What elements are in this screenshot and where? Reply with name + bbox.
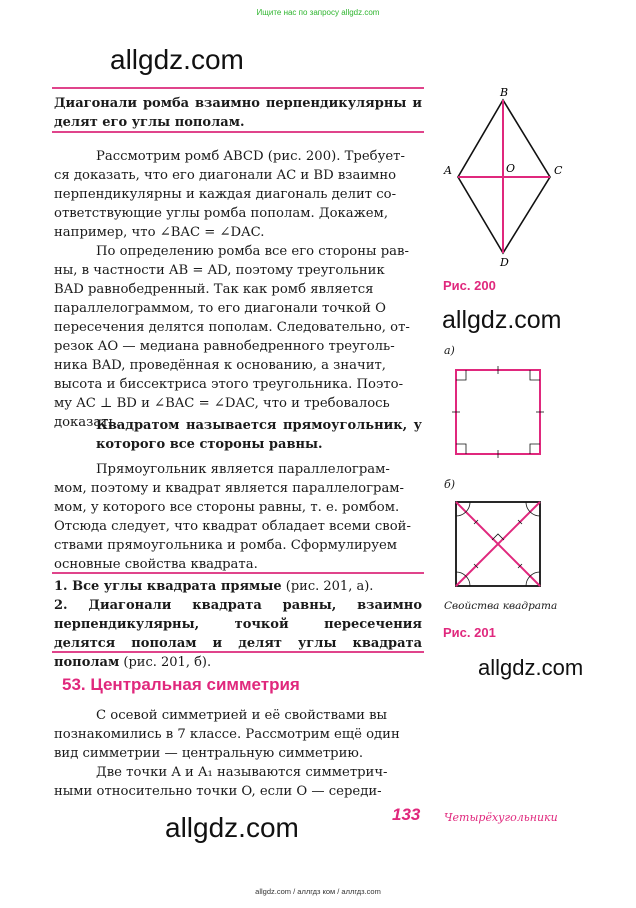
text-line: мом, поэтому и квадрат является параллелограм- xyxy=(54,481,405,496)
theorem-top-rule xyxy=(52,87,424,89)
text-line: BAD равнобедренный. Так как ромб является xyxy=(54,282,374,297)
square-a-outline xyxy=(456,370,540,454)
section-title: 53. Центральная симметрия xyxy=(62,675,300,694)
property-1: 1. Все углы квадрата прямые (рис. 201, а). xyxy=(54,579,374,594)
properties-bottom-rule xyxy=(52,651,424,653)
figure-square-a xyxy=(446,362,550,462)
text-line: вид симметрии — центральную симметрию. xyxy=(54,746,364,761)
label-d: D xyxy=(500,256,509,269)
text-line: Две точки A и A₁ называются симметрич- xyxy=(96,765,388,780)
square-properties xyxy=(54,577,422,672)
label-fig-201-a: а) xyxy=(444,344,455,357)
text-line: С осевой симметрией и её свойствами вы xyxy=(96,708,388,723)
text-line: пересечения делятся пополам. Следовательно, от- xyxy=(54,320,410,335)
text-line: параллелограммом, то его диагонали точкой O xyxy=(54,301,386,316)
watermark-bottom: allgdz.com xyxy=(165,812,299,843)
watermark-right-lower: allgdz.com xyxy=(478,655,584,680)
text-line: например, что ∠BAC = ∠DAC. xyxy=(54,225,265,240)
right-angle-mark xyxy=(456,370,466,380)
text-line: основные свойства квадрата. xyxy=(54,557,258,572)
theorem-rhombus-diagonals: Диагонали ромба взаимно перпендикулярны и делят его углы пополам. xyxy=(54,96,422,130)
proof-paragraph xyxy=(54,147,422,432)
text-line: перпендикулярны и каждая диагональ делит со- xyxy=(54,187,397,202)
properties-top-rule xyxy=(52,572,424,574)
text-line: По определению ромба все его стороны рав- xyxy=(96,244,409,259)
figure-square-b xyxy=(446,494,550,594)
text-line: ся доказать, что его диагонали AC и BD взаимно xyxy=(54,168,397,183)
text-line: высота и биссектриса этого треугольника. Поэто- xyxy=(54,377,404,392)
text-line: познакомились в 7 классе. Рассмотрим ещё один xyxy=(54,727,400,742)
definition-square: Квадратом называется прямоугольник, у которого все стороны равны. xyxy=(96,418,422,452)
watermark-top: allgdz.com xyxy=(110,44,244,75)
label-c: C xyxy=(554,164,563,177)
right-angle-mark xyxy=(530,444,540,454)
text-line: Рассмотрим ромб ABCD (рис. 200). Требует- xyxy=(96,149,405,164)
label-a: A xyxy=(444,164,452,177)
right-angle-mark xyxy=(530,370,540,380)
text-line: му AC ⊥ BD и ∠BAC = ∠DAC, что и требовалось xyxy=(54,396,390,411)
text-line: резок AO — медиана равнобедренного треуголь- xyxy=(54,339,395,354)
text-line: Прямоугольник является параллелограм- xyxy=(96,462,390,477)
label-o: O xyxy=(506,162,516,175)
page-number: 133 xyxy=(392,805,421,824)
running-head: Четырёхугольники xyxy=(444,811,558,824)
square-paragraph xyxy=(54,460,422,574)
watermark-right: allgdz.com xyxy=(442,306,562,334)
caption-fig-200: Рис. 200 xyxy=(443,278,496,293)
top-search-link[interactable]: Ищите нас по запросу allgdz.com xyxy=(256,8,380,17)
property-2: 2. Диагонали квадрата равны, взаимно перпендикулярны, точкой пересечения делятся пополам и делят углы квадрата пополам (рис. 201, б). xyxy=(54,598,422,670)
text-line: мом, у которого все стороны равны, т. е. ромбом. xyxy=(54,500,400,515)
text-line: ными относительно точки O, если O — середи- xyxy=(54,784,382,799)
text-line: доказать. xyxy=(54,415,120,430)
subcaption-fig-201: Свойства квадрата xyxy=(444,600,558,612)
text-line: ны, в частности AB = AD, поэтому треугольник xyxy=(54,263,385,278)
text-line: Отсюда следует, что квадрат обладает всеми свой- xyxy=(54,519,411,534)
label-b: B xyxy=(500,86,509,99)
text-line: ника BAD, проведённая к основанию, а значит, xyxy=(54,358,386,373)
caption-fig-201: Рис. 201 xyxy=(443,625,496,640)
label-fig-201-b: б) xyxy=(444,478,456,491)
text-line: ответствующие углы ромба пополам. Докажем, xyxy=(54,206,389,221)
theorem-bottom-rule xyxy=(52,131,424,133)
footer-links[interactable]: allgdz.com / аллгдз ком / аллгдз.com xyxy=(255,887,381,896)
figure-rhombus xyxy=(436,84,576,274)
intro-paragraph xyxy=(54,706,422,801)
right-angle-mark xyxy=(456,444,466,454)
text-line: ствами прямоугольника и ромба. Сформулируем xyxy=(54,538,398,553)
